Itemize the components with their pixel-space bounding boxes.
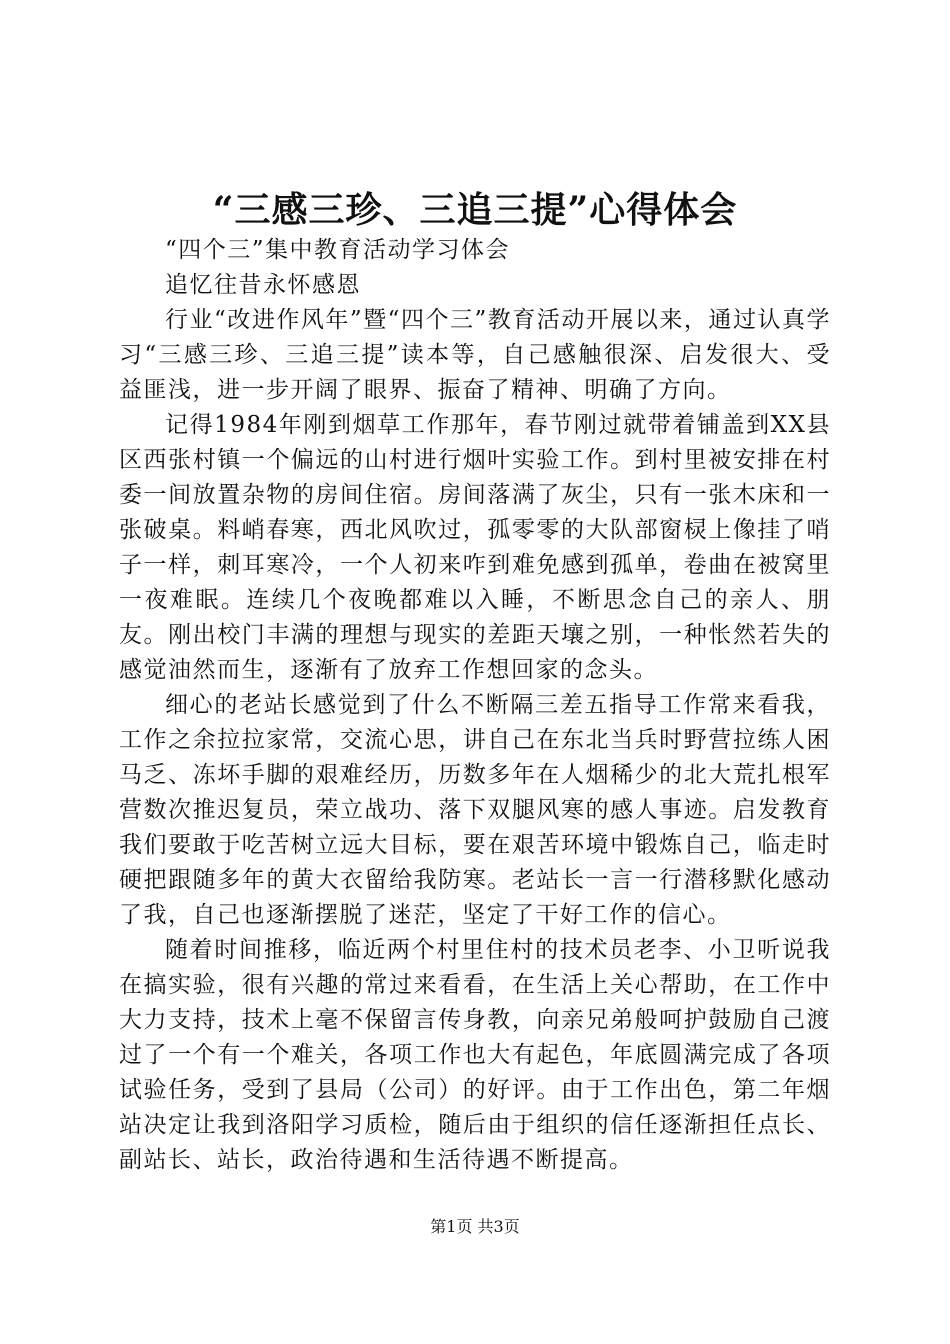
page-number-footer: 第1页 共3页 xyxy=(430,1217,520,1236)
section-heading: 追忆往昔永怀感恩 xyxy=(165,272,361,298)
document-body xyxy=(119,233,831,1178)
page-title: “三感三珍、三追三提”心得体会 xyxy=(212,189,738,231)
paragraph: 行业“改进作风年”暨“四个三”教育活动开展以来，通过认真学习“三感三珍、三追三提”读本等，自己感触很深、启发很大、受益匪浅，进一步开阔了眼界、振奋了精神、明确了方向。 xyxy=(119,307,831,403)
paragraph: 细心的老站长感觉到了什么不断隔三差五指导工作常来看我，工作之余拉拉家常，交流心思，讲自己在东北当兵时野营拉练人困马乏、冻坏手脚的艰难经历，历数多年在人烟稀少的北大荒扎根军营数次推迟复员，荣立战功、落下双腿风寒的感人事迹。启发教育我们要敢于吃苦树立远大目标，要在艰苦环境中锻炼自己，临走时硬把跟随多年的黄大衣留给我防寒。老站长一言一行潜移默化感动了我，自己也逐渐摆脱了迷茫，坚定了干好工作的信心。 xyxy=(119,692,831,928)
subtitle: “四个三”集中教育活动学习体会 xyxy=(165,237,511,263)
paragraph: 随着时间推移，临近两个村里住村的技术员老李、小卫听说我在搞实验，很有兴趣的常过来看看，在生活上关心帮助，在工作中大力支持，技术上毫不保留言传身教，向亲兄弟般呵护鼓励自己渡过了一个有一个难关，各项工作也大有起色，年底圆满完成了各项试验任务，受到了县局（公司）的好评。由于工作出色，第二年烟站决定让我到洛阳学习质检，随后由于组织的信任逐渐担任点长、副站长、站长，政治待遇和生活待遇不断提高。 xyxy=(119,937,831,1173)
paragraph: 记得1984年刚到烟草工作那年，春节刚过就带着铺盖到XX县区西张村镇一个偏远的山村进行烟叶实验工作。到村里被安排在村委一间放置杂物的房间住宿。房间落满了灰尘，只有一张木床和一张破桌。料峭春寒，西北风吹过，孤零零的大队部窗棂上像挂了哨子一样，刺耳寒冷，一个人初来咋到难免感到孤单，卷曲在被窝里一夜难眠。连续几个夜晚都难以入睡，不断思念自己的亲人、朋友。刚出校门丰满的理想与现实的差距天壤之别，一种怅然若失的感觉油然而生，逐渐有了放弃工作想回家的念头。 xyxy=(119,412,831,683)
